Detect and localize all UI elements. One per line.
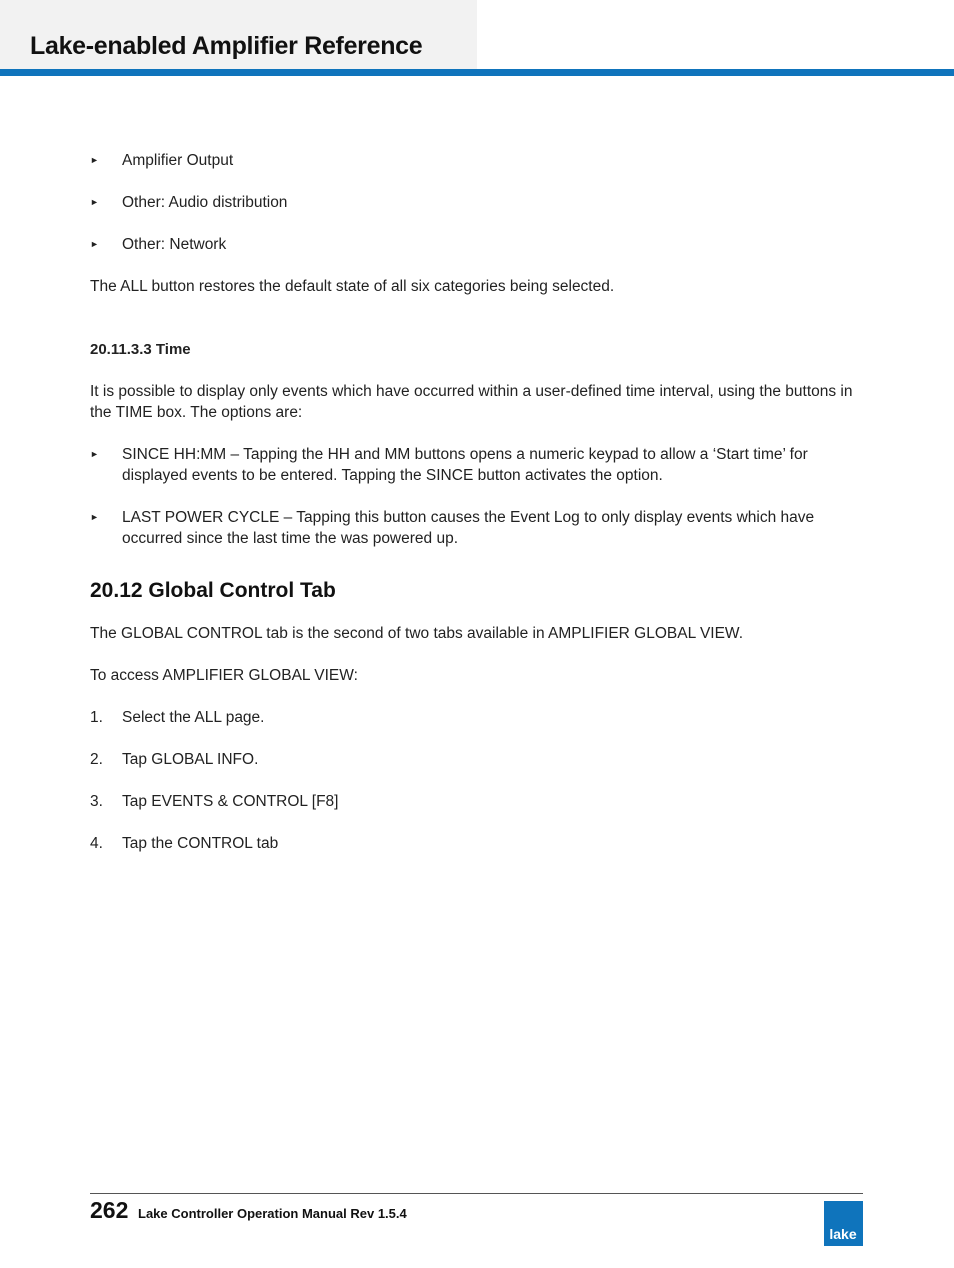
step-number: 2.	[90, 751, 103, 768]
manual-title: Lake Controller Operation Manual Rev 1.5.4	[138, 1206, 407, 1221]
list-item: ► Other: Audio distribution	[90, 194, 288, 211]
bullet-arrow-icon: ►	[90, 197, 99, 207]
step-number: 4.	[90, 835, 103, 852]
header-divider	[0, 69, 954, 76]
list-item	[90, 749, 855, 770]
lake-logo-icon	[824, 1201, 863, 1246]
step-number: 3.	[90, 793, 103, 810]
step-text: Tap GLOBAL INFO.	[122, 751, 259, 768]
list-item	[90, 833, 855, 854]
bullet-arrow-icon: ►	[90, 449, 99, 459]
all-button-paragraph: The ALL button restores the default state of all six categories being selected.	[90, 278, 615, 295]
global-control-intro: The GLOBAL CONTROL tab is the second of two tabs available in AMPLIFIER GLOBAL VIEW.	[90, 625, 744, 642]
list-item: ► SINCE HH:MM – Tapping the HH and MM buttons opens a numeric keypad to allow a ‘Start time’ for displayed events to be entered. Tapping the SINCE button activates the option.	[90, 446, 808, 484]
list-item: ► LAST POWER CYCLE – Tapping this button causes the Event Log to only display events which have occurred since the last time the was powered up.	[90, 509, 815, 547]
logo-text: lake	[829, 1226, 857, 1242]
access-intro: To access AMPLIFIER GLOBAL VIEW:	[90, 667, 358, 684]
category-bullet-list	[90, 150, 855, 255]
access-steps-list	[90, 707, 855, 854]
page-header-title: Lake-enabled Amplifier Reference	[30, 32, 423, 60]
list-item	[90, 707, 855, 728]
bullet-arrow-icon: ►	[90, 239, 99, 249]
time-section-intro: It is possible to display only events which have occurred within a user-defined time interval, using the buttons in the TIME box. The options are:	[90, 383, 853, 421]
page-content	[90, 150, 855, 875]
bullet-arrow-icon: ►	[90, 512, 99, 522]
time-options-list	[90, 444, 855, 549]
step-number: 1.	[90, 709, 103, 726]
step-text: Tap EVENTS & CONTROL [F8]	[122, 793, 339, 810]
list-item: ► Amplifier Output	[90, 152, 234, 169]
global-control-heading: 20.12 Global Control Tab	[90, 579, 336, 602]
time-section-heading: 20.11.3.3 Time	[90, 341, 191, 358]
bullet-arrow-icon: ►	[90, 155, 99, 165]
footer-divider	[90, 1193, 863, 1194]
list-item: ► Other: Network	[90, 236, 227, 253]
list-item	[90, 791, 855, 812]
page-number: 262	[90, 1197, 129, 1223]
step-text: Select the ALL page.	[122, 709, 265, 726]
step-text: Tap the CONTROL tab	[122, 835, 279, 852]
